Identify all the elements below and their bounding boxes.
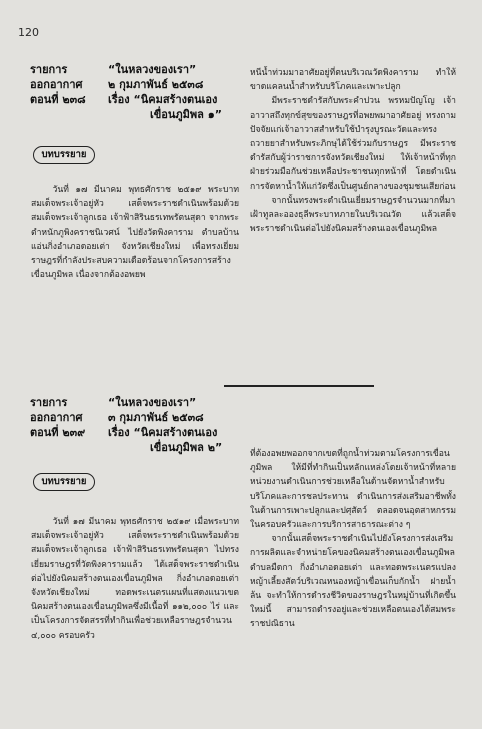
paragraph: มีพระราชดำรัสกับพระคำปวน พรหมปัญโญ เจ้าอาวาสถึงทุกข์สุขของราษฎรที่อพยพมาอาศัยอยู่ ทรงถามปัจจัยแก่เจ้าอาวาสสำหรับใช้บำรุงบูรณะวัดและทรงถวายยาสำหรับพระภิกษุได้ใช้ร่วมกับราษฎร มีพระราชดำรัสกับผู้ว่าราชการจังหวัดเชียงใหม่ ให้เจ้าหน้าที่ทุกฝ่ายร่วมมือกันช่วยเหลือประชาชนทุกหน้าที่ โดยดำเนินการจัดหาน้ำให้แก่วัดซึ่งเป็นศูนย์กลางของชุมชนเสียก่อน (250, 96, 456, 192)
episode-title-line-1: เรื่อง “นิคมสร้างตนเอง (108, 93, 218, 106)
episode-title-line-2: เขื่อนภูมิพล ๒” (150, 441, 223, 454)
paragraph: ที่ต้องอพยพออกจากเขตที่ถูกน้ำท่วมตามโครงการเขื่อนภูมิพล ให้มีที่ทำกินเป็นหลักแหล่งโดยเจ้าหน้าที่หลายหน่วยงานดำเนินการช่วยเหลือในด้านจัดหาน้ำสำหรับบริโภคและการชลประทาน ดำเนินการส่งเสริมอาชีพทั้งในด้านการเพาะปลูกและปศุสัตว์ ตลอดจนอุตสาหกรรมในครอบครัวและการบริการสาธารณะต่าง ๆ (250, 449, 456, 531)
program-label: รายการ (30, 396, 68, 409)
paragraph: วันที่ ๑๗ มีนาคม พุทธศักราช ๒๕๑๙ พระบาทสมเด็จพระเจ้าอยู่หัว เสด็จพระราชดำเนินพร้อมด้วยสมเด็จพระเจ้าลูกเธอ เจ้าฟ้าสิรินธรเทพรัตนสุดา จากพระตำหนักภูพิงคราชนิเวศน์ ไปยังวัดพิงคาราม ตำบลบ้านแอ่นกิ่งอำเภอดอยเต่า จังหวัดเชียงใหม่ เพื่อทรงเยี่ยมราษฎรที่กำลังประสบความเดือดร้อนจากโครงการสร้างเขื่อนภูมิพล เนื่องจากต้องอพยพ (31, 185, 239, 281)
narration-badge: บทบรรยาย (33, 146, 95, 164)
section-divider (224, 385, 374, 387)
program-label: รายการ (30, 63, 68, 76)
paragraph: จากนั้นทรงพระดำเนินเยี่ยมราษฎรจำนวนมากที่มาเฝ้าทูลละอองธุลีพระบาทภายในบริเวณวัด แล้วเสด็จพระราชดำเนินต่อไปยังนิคมสร้างตนเองเขื่อนภูมิพล (250, 195, 456, 235)
aired-label: ออกอากาศ (30, 411, 83, 424)
aired-date: ๒ กุมภาพันธ์ ๒๕๓๘ (108, 78, 204, 91)
episode-title-line-2: เขื่อนภูมิพล ๑” (150, 108, 222, 121)
page-number: 120 (18, 26, 39, 39)
narration-badge: บทบรรยาย (33, 473, 95, 491)
right-column (250, 66, 456, 236)
left-column (31, 183, 239, 282)
paragraph: หนีน้ำท่วมมาอาศัยอยู่ที่ตนบริเวณวัดพิงคาราม ทำให้ขาดแคลนน้ำสำหรับบริโภคและเพาะปลูก (250, 68, 456, 93)
aired-label: ออกอากาศ (30, 78, 83, 91)
program-name: “ในหลวงของเรา” (108, 63, 197, 76)
program-name: “ในหลวงของเรา” (108, 396, 197, 409)
right-column (250, 447, 456, 632)
aired-date: ๓ กุมภาพันธ์ ๒๕๓๘ (108, 411, 204, 424)
paragraph: วันที่ ๑๗ มีนาคม พุทธศักราช ๒๕๑๙ เมื่อพระบาทสมเด็จพระเจ้าอยู่หัว เสด็จพระราชดำเนินพร้อมด้วยสมเด็จพระเจ้าลูกเธอ เจ้าฟ้าสิรินธรเทพรัตนสุดา ไปทรงเยี่ยมราษฎรที่วัดพิงคารามแล้ว ได้เสด็จพระราชดำเนินต่อไปยังนิคมสร้างตนเองเขื่อนภูมิพล กิ่งอำเภอดอยเต่า จังหวัดเชียงใหม่ ทอดพระเนตรแผนที่แสดงแนวเขตนิคมสร้างตนเองเขื่อนภูมิพลซึ่งมีเนื้อที่ ๑๑๒,๐๐๐ ไร่ และเป็นโครงการจัดสรรที่ทำกินเพื่อช่วยเหลือราษฎรจำนวน ๔,๐๐๐ ครอบครัว (31, 517, 239, 641)
episode-title-line-1: เรื่อง “นิคมสร้างตนเอง (108, 426, 218, 439)
program-header (30, 62, 250, 122)
left-column (31, 515, 239, 643)
episode-label: ตอนที่ ๒๓๙ (30, 426, 86, 439)
episode-label: ตอนที่ ๒๓๘ (30, 93, 86, 106)
paragraph: จากนั้นเสด็จพระราชดำเนินไปยังโครงการส่งเสริมการผลิตและจำหน่ายโคของนิคมสร้างตนเองเขื่อนภูมิพล ตำบลมืดกา กิ่งอำเภอดอยเต่า และทอดพระเนตรแปลงหญ้าเลี้ยงสัตว์บริเวณหนองหญ้าเขื่อนเก็บกักน้ำ ฝายน้ำล้น จะทำให้การดำรงชีวิตของราษฎรในหมู่บ้านที่เกิดขึ้นใหม่นี้ สามารถดำรงอยู่และช่วยเหลือตนเองได้สมพระราชปณิธาน (250, 534, 456, 630)
program-header (30, 395, 250, 455)
